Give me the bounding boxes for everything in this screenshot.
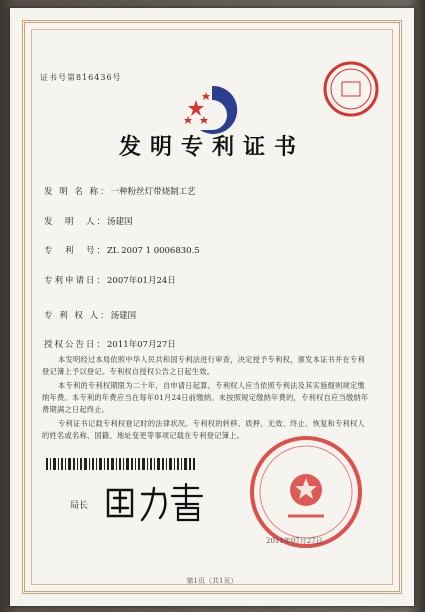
body-paragraph: 专利证书记载专利权登记时的法律状况。专利权的转移、质押、无效、终止、恢复和专利权人的姓名或名称、国籍、地址变更等事项记载在专利登记簿上。	[42, 419, 365, 440]
seal-stamp-icon	[322, 60, 380, 118]
certificate-sheet	[10, 8, 414, 606]
official-seal-icon	[248, 434, 364, 550]
body-paragraph: 本发明经过本局依照中华人民共和国专利法进行审查，决定授予专利权，颁发本证书并在专利登记簿上予以登记。专利权自授权公告之日起生效。	[42, 355, 365, 376]
field-filing-date: 专利申请日：2007年01月24日	[44, 276, 176, 286]
field-invention-name: 发 明 名 称：一种粉丝灯带烧制工艺	[44, 187, 196, 197]
certificate-title: 发明专利证书	[118, 134, 305, 160]
body-paragraph: 本专利的专利权期限为二十年，自申请日起算。专利权人应当依照专利法及其实施细则规定缴纳年费。本专利的年费应当在每年01月24日前缴纳。未按照规定缴纳年费的，专利权自应当缴纳年费期满之日起终止。	[42, 381, 369, 414]
field-grant-date: 授权公告日：2011年07月27日	[44, 340, 176, 350]
director-signature-icon	[102, 478, 212, 524]
seal-date: 2011年07月27日	[266, 537, 323, 545]
field-inventor: 发 明 人：汤建国	[44, 217, 133, 227]
barcode-icon	[46, 458, 196, 470]
certificate-number: 证书号第816436号	[40, 73, 122, 82]
page-number: 第1页（共1页）	[186, 577, 238, 585]
patent-office-emblem-icon	[182, 80, 246, 136]
field-patent-number: 专 利 号：ZL 2007 1 0006830.5	[44, 246, 200, 256]
field-patentee: 专 利 权 人：汤建国	[44, 311, 137, 321]
signature-label: 局长	[70, 501, 89, 511]
